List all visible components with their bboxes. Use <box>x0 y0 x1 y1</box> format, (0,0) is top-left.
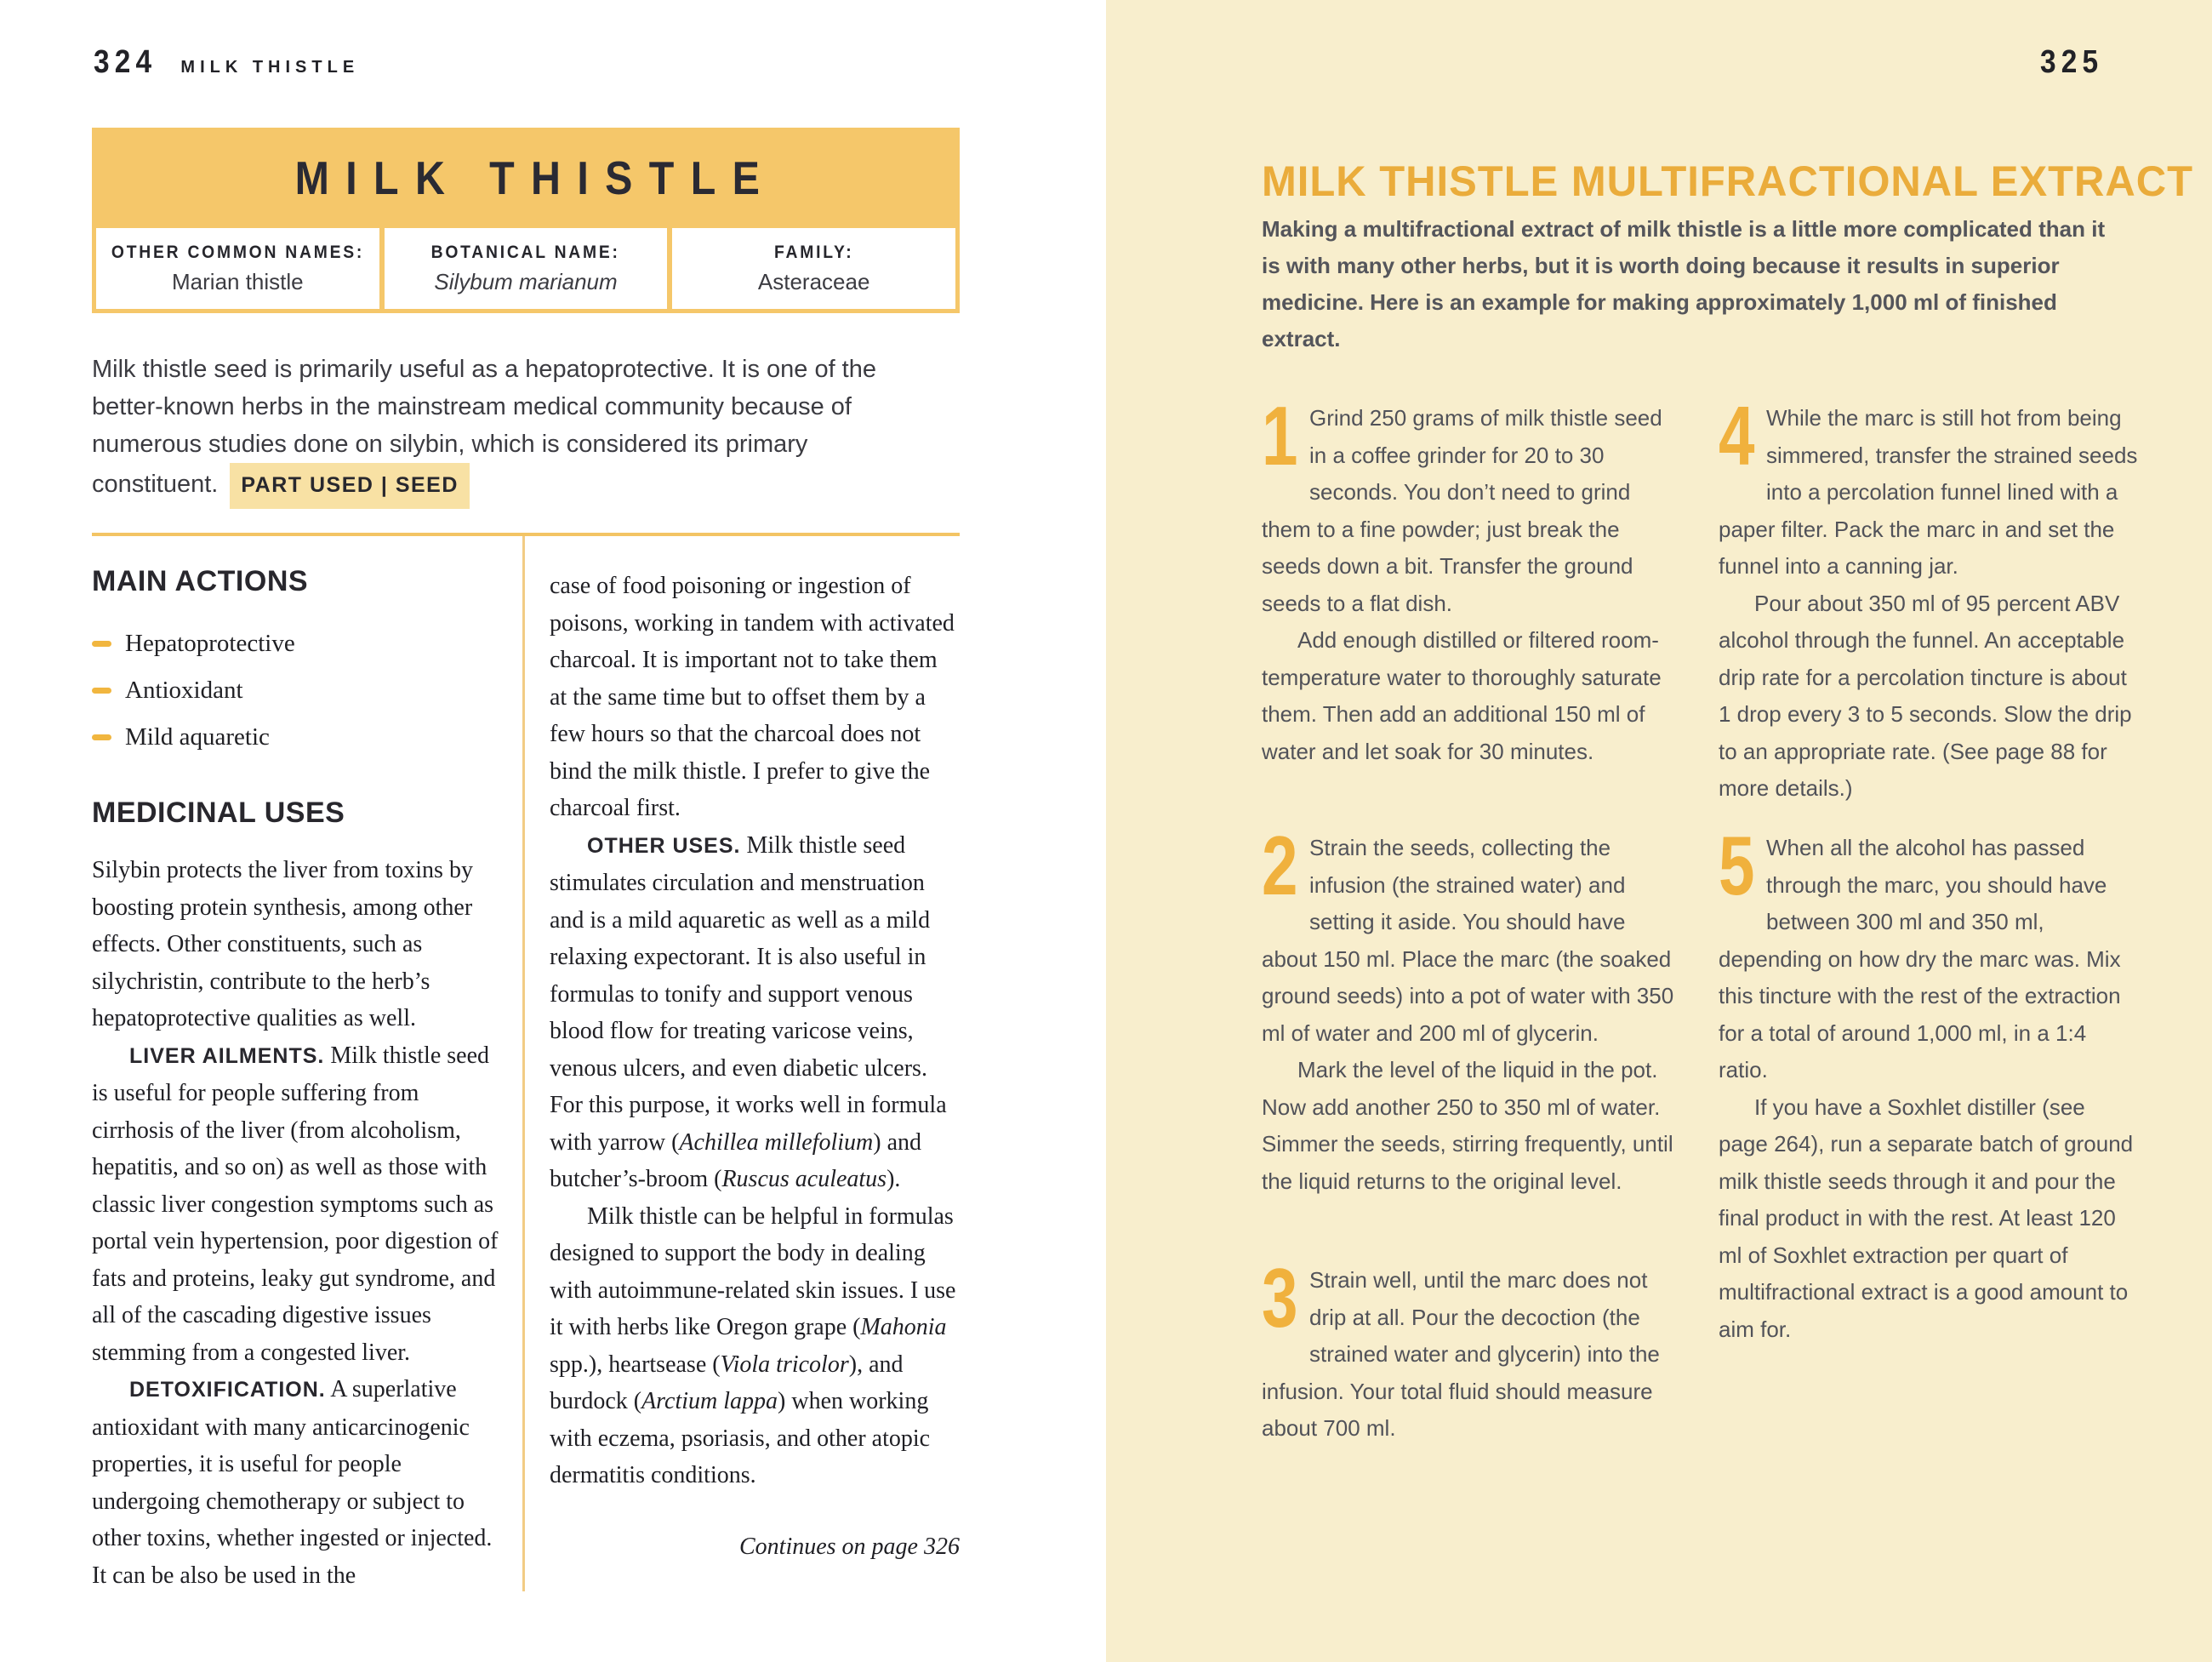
medicinal-uses-col2 <box>550 568 960 1494</box>
dash-bullet-icon <box>92 641 111 647</box>
medicinal-uses-heading: MEDICINAL USES <box>92 797 345 829</box>
main-actions-list <box>92 620 499 761</box>
right-column <box>550 568 960 1561</box>
herb-title-banner <box>92 128 960 228</box>
text-run: ) and butcher’s-broom ( <box>550 1128 922 1192</box>
left-column <box>92 565 499 1594</box>
body-paragraph <box>550 1198 960 1494</box>
text-run: A superlative antioxidant with many anticarcinogenic properties, it is useful for people undergoing chemotherapy or subject to other toxins, whether ingested or injected. It can be also be used in the <box>92 1376 493 1589</box>
extract-title: MILK THISTLE MULTIFRACTIONAL EXTRACT <box>1262 157 2194 205</box>
action-label: Mild aquaretic <box>125 723 270 751</box>
latin-name: Ruscus aculeatus <box>721 1166 887 1192</box>
action-item <box>92 714 499 761</box>
step-paragraph: Pour about 350 ml of 95 percent ABV alcohol through the funnel. An acceptable drip rate for a percolation tincture is about 1 drop every 3 to 5 seconds. Slow the drip to an appropriate rate. (See page 88 for more details.) <box>1719 590 2132 801</box>
info-value: Asteraceae <box>757 268 870 294</box>
info-cell <box>385 228 668 309</box>
extract-intro: Making a multifractional extract of milk thistle is a little more complicated than it is with many other herbs, but it is worth doing because it results in superior medicine. Here is an example for making approximately 1,000 ml of finished extract. <box>1262 216 2106 351</box>
step-paragraph: Strain the seeds, collecting the infusion (the strained water) and setting it aside. You should have about 150 ml. Place the marc (the soaked ground seeds) into a pot of water with 350 ml of water and 200 ml of glycerin. <box>1262 835 1674 1046</box>
text-run: Milk thistle can be helpful in formulas designed to support the body in dealing with autoimmune-related skin issues. I use it with herbs like Oregon grape ( <box>550 1202 956 1340</box>
info-label: FAMILY: <box>773 242 854 262</box>
page-number-right: 325 <box>2040 44 2104 80</box>
step-paragraph: Add enough distilled or filtered room-temperature water to thoroughly saturate them. Then add an additional 150 ml of water and let soak for 30 minutes. <box>1262 627 1662 764</box>
left-page-header <box>94 44 359 81</box>
text-run: ) when working with eczema, psoriasis, and other atopic dermatitis conditions. <box>550 1388 931 1488</box>
info-cell <box>96 228 379 309</box>
section-rule <box>92 533 960 536</box>
action-item <box>92 667 499 714</box>
body-paragraph <box>550 827 960 1198</box>
latin-name: Arctium lappa <box>641 1388 778 1414</box>
step-1 <box>1262 389 1682 770</box>
step-number: 5 <box>1719 819 1755 912</box>
medicinal-uses-col1 <box>92 852 499 1594</box>
step-2 <box>1262 819 1682 1200</box>
dash-bullet-icon <box>92 688 111 694</box>
info-table <box>92 228 960 313</box>
continues-note: Continues on page 326 <box>739 1533 960 1560</box>
latin-name: Achillea millefolium <box>679 1128 874 1156</box>
lead-in: LIVER AILMENTS. <box>129 1043 325 1068</box>
text-run: Silybin protects the liver from toxins by boosting protein synthesis, among other effects. Other constituents, such as silychristin, contribute to the herb’s hepatoprotective qualities as well. <box>92 857 473 1031</box>
intro-paragraph <box>92 351 915 509</box>
lead-in: OTHER USES. <box>587 833 741 858</box>
step-4 <box>1719 389 2139 808</box>
text-run: ), and burdock ( <box>550 1351 904 1414</box>
latin-name: Viola tricolor <box>720 1351 849 1378</box>
text-run: Milk thistle seed is useful for people suffering from cirrhosis of the liver (from alcoholism, hepatitis, and so on) as well as those with classic liver congestion symptoms such as portal vein hypertension, poor digestion of fats and proteins, leaky gut syndrome, and all of the cascading digestive issues stemming from a congested liver. <box>92 1042 499 1366</box>
text-run: ). <box>887 1166 901 1192</box>
step-number: 3 <box>1262 1251 1298 1345</box>
step-paragraph: If you have a Soxhlet distiller (see page 264), run a separate batch of ground milk thistle seeds through it and pour the final product in with the rest. At least 120 ml of Soxhlet extraction per quart of multifractional extract is a good amount to aim for. <box>1719 1094 2134 1342</box>
action-item <box>92 620 499 667</box>
action-label: Hepatoprotective <box>125 630 295 657</box>
text-run: Milk thistle seed stimulates circulation and menstruation and is a mild aquaretic as well as a mild relaxing expectorant. It is also useful in formulas to tonify and support venous blood flow for treating varicose veins, venous ulcers, and even diabetic ulcers. For this purpose, it works well in formula with yarrow ( <box>550 831 947 1156</box>
step-paragraph: Strain well, until the marc does not drip at all. Pour the decoction (the strained water and glycerin) into the infusion. Your total fluid should measure about 700 ml. <box>1262 1267 1660 1441</box>
step-paragraph: When all the alcohol has passed through the marc, you should have between 300 ml and 350 ml, depending on how dry the marc was. Mix this tincture with the rest of the extraction for a total of around 1,000 ml, in a 1:4 ratio. <box>1719 835 2121 1082</box>
info-label: BOTANICAL NAME: <box>430 242 621 262</box>
step-paragraph: Mark the level of the liquid in the pot. Now add another 250 to 350 ml of water. Simmer the seeds, stirring frequently, until the liquid returns to the original level. <box>1262 1057 1673 1194</box>
info-label: OTHER COMMON NAMES: <box>111 242 364 262</box>
text-run: case of food poisoning or ingestion of poisons, working in tandem with activated charcoal. It is important not to take them at the same time but to offset them by a few hours so that the charcoal does not bind the milk thistle. I prefer to give the charcoal first. <box>550 573 955 821</box>
action-label: Antioxidant <box>125 677 243 704</box>
body-paragraph <box>92 1371 499 1594</box>
step-paragraph: Grind 250 grams of milk thistle seed in a coffee grinder for 20 to 30 seconds. You don’t need to grind them to a fine powder; just break the seeds down a bit. Transfer the ground seeds to a flat dish. <box>1262 405 1662 616</box>
text-run: spp.), heartsease ( <box>550 1351 721 1378</box>
info-value: Silybum marianum <box>434 268 618 294</box>
step-number: 1 <box>1262 389 1298 483</box>
latin-name: Mahonia <box>860 1314 947 1340</box>
info-value: Marian thistle <box>172 268 304 294</box>
page-number-left: 324 <box>94 44 157 80</box>
column-divider <box>522 536 525 1591</box>
body-paragraph <box>92 852 499 1037</box>
main-actions-heading: MAIN ACTIONS <box>92 565 309 597</box>
part-used-chip: PART USED | SEED <box>230 463 470 509</box>
step-5 <box>1719 819 2139 1348</box>
herb-title: MILK THISTLE <box>294 151 776 204</box>
step-number: 4 <box>1719 389 1755 483</box>
running-title: MILK THISTLE <box>180 58 360 77</box>
step-3 <box>1262 1251 1682 1448</box>
dash-bullet-icon <box>92 734 111 740</box>
body-paragraph <box>550 568 960 827</box>
step-paragraph: While the marc is still hot from being simmered, transfer the strained seeds into a percolation funnel lined with a paper filter. Pack the marc in and set the funnel into a canning jar. <box>1719 405 2138 579</box>
intro-text: Milk thistle seed is primarily useful as a hepatoprotective. It is one of the better-known herbs in the mainstream medical community because of numerous studies done on silybin, which is considered its primary constituent. <box>92 356 876 498</box>
body-paragraph <box>92 1037 499 1372</box>
info-cell <box>672 228 955 309</box>
step-number: 2 <box>1262 819 1298 912</box>
lead-in: DETOXIFICATION. <box>129 1378 326 1402</box>
